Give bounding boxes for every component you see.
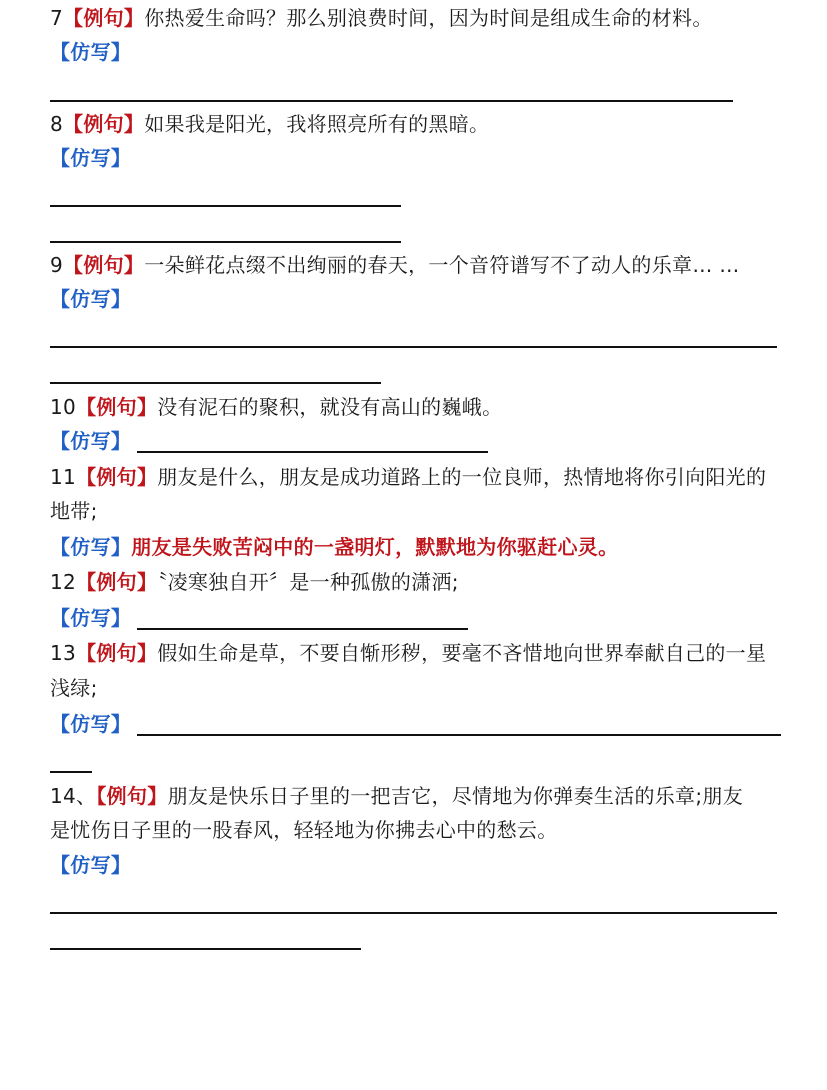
item-12-prompt	[50, 568, 459, 596]
item-11-prompt	[50, 463, 766, 491]
item-number: 7	[50, 6, 64, 30]
imitate-tag: 【仿写】	[50, 429, 132, 453]
example-sentence: 如果我是阳光，我将照亮所有的黑暗。	[144, 112, 490, 136]
item-10-imitate	[50, 427, 488, 455]
example-sentence: 地带;	[50, 499, 98, 523]
example-tag: 【例句】	[76, 395, 158, 419]
item-14-imitate	[50, 851, 131, 879]
example-sentence: 浅绿;	[50, 676, 98, 700]
imitate-tag: 【仿写】	[50, 606, 132, 630]
example-sentence: 假如生命是草，不要自惭形秽，要毫不吝惜地向世界奉献自己的一星	[157, 641, 767, 665]
imitate-tag: 【仿写】	[50, 712, 132, 736]
item-number: 9	[50, 253, 64, 277]
answer-line[interactable]	[50, 241, 401, 243]
imitate-answer: 朋友是失败苦闷中的一盏明灯，默默地为你驱赶心灵。	[131, 535, 619, 559]
imitate-tag: 【仿写】	[50, 535, 132, 559]
item-13-prompt	[50, 639, 766, 667]
example-sentence: 没有泥石的聚积，就没有高山的巍峨。	[157, 395, 503, 419]
item-11-prompt-cont	[50, 497, 98, 525]
example-tag: 【例句】	[63, 253, 145, 277]
item-number: 12	[50, 570, 77, 594]
item-11-imitate	[50, 533, 618, 561]
answer-line[interactable]	[137, 451, 488, 453]
answer-line[interactable]	[137, 734, 781, 736]
example-tag: 【例句】	[63, 112, 145, 136]
answer-line[interactable]	[137, 628, 468, 630]
example-sentence: 朋友是快乐日子里的一把吉它，尽情地为你弹奏生活的乐章;朋友	[167, 784, 743, 808]
example-sentence: 是忧伤日子里的一股春风，轻轻地为你拂去心中的愁云。	[50, 818, 558, 842]
item-number: 11	[50, 465, 77, 489]
item-number: 13	[50, 641, 77, 665]
item-number: 14、	[50, 784, 97, 808]
example-tag: 【例句】	[76, 641, 158, 665]
answer-line[interactable]	[50, 948, 361, 950]
answer-line[interactable]	[50, 100, 733, 102]
answer-line[interactable]	[50, 912, 777, 914]
item-12-imitate	[50, 604, 468, 632]
imitate-tag: 【仿写】	[50, 287, 132, 311]
answer-line[interactable]	[50, 346, 777, 348]
answer-line[interactable]	[50, 382, 381, 384]
item-8-imitate	[50, 144, 131, 172]
example-sentence: 朋友是什么，朋友是成功道路上的一位良师，热情地将你引向阳光的	[157, 465, 767, 489]
item-number: 8	[50, 112, 64, 136]
imitate-tag: 【仿写】	[50, 853, 132, 877]
item-7-imitate	[50, 38, 131, 66]
answer-line[interactable]	[50, 771, 92, 773]
example-tag: 【例句】	[96, 784, 168, 808]
item-9-imitate	[50, 285, 131, 313]
example-sentence: 一朵鲜花点缀不出绚丽的春天，一个音符谱写不了动人的乐章… …	[144, 253, 740, 277]
example-sentence: 你热爱生命吗？那么别浪费时间，因为时间是组成生命的材料。	[144, 6, 713, 30]
item-13-prompt-cont	[50, 674, 98, 702]
example-tag: 【例句】	[76, 570, 158, 594]
item-8-prompt	[50, 110, 489, 138]
example-tag: 【例句】	[63, 6, 145, 30]
item-7-prompt	[50, 4, 713, 32]
answer-line[interactable]	[50, 205, 401, 207]
item-9-prompt	[50, 251, 740, 279]
imitate-tag: 【仿写】	[50, 40, 132, 64]
example-sentence: 〝凌寒独自开〞是一种孤傲的潇洒;	[157, 570, 459, 594]
item-14-prompt	[50, 782, 743, 810]
item-number: 10	[50, 395, 77, 419]
example-tag: 【例句】	[76, 465, 158, 489]
item-14-prompt-cont	[50, 816, 558, 844]
imitate-tag: 【仿写】	[50, 146, 132, 170]
item-13-imitate	[50, 710, 781, 738]
item-10-prompt	[50, 393, 502, 421]
